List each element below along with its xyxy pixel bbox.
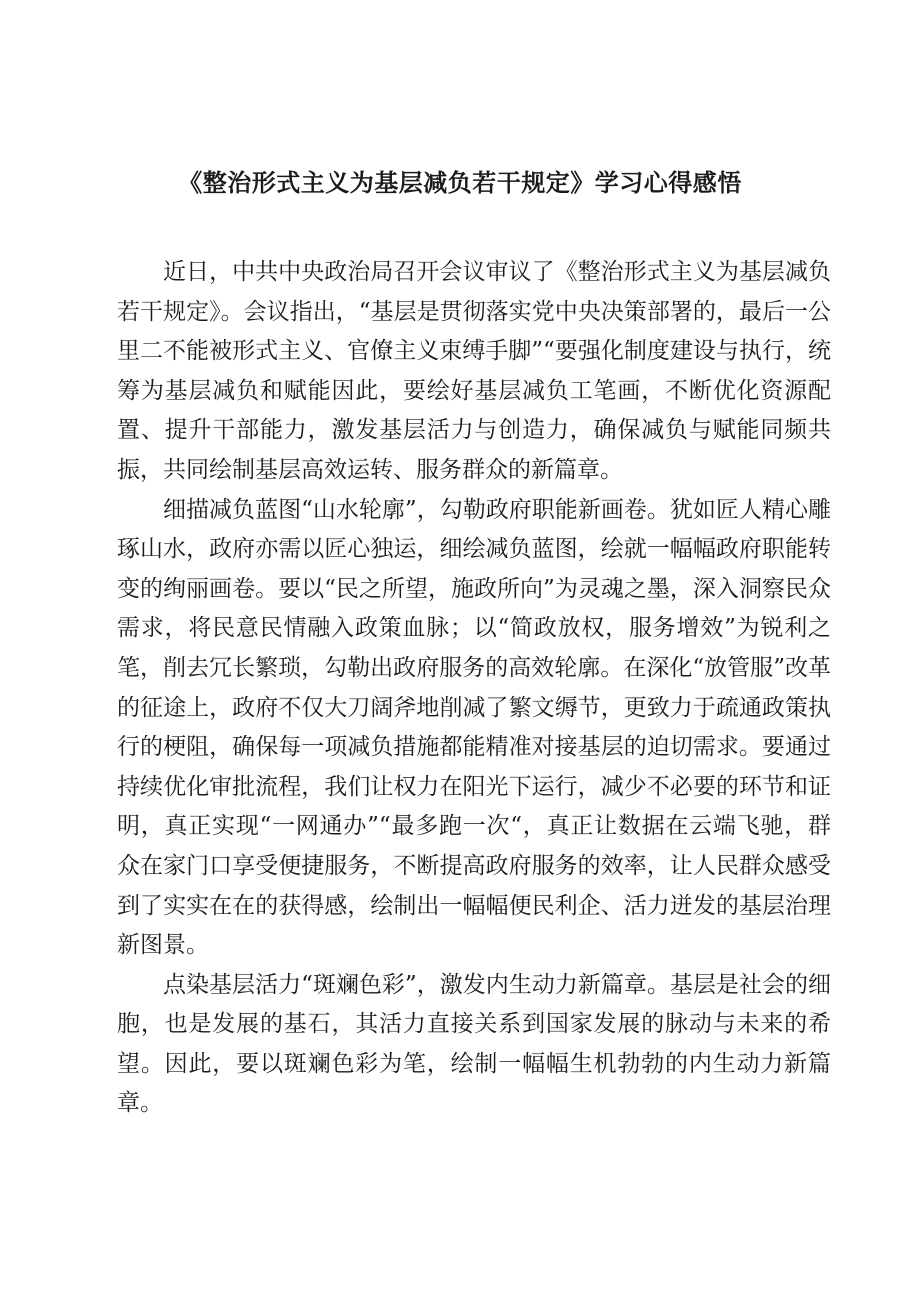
document-title: 《整治形式主义为基层减负若干规定》学习心得感悟 [178,169,742,197]
paragraph: 细描减负蓝图“山水轮廓”，勾勒政府职能新画卷。犹如匠人精心雕琢山水，政府亦需以匠心独运，细绘减负蓝图，绘就一幅幅政府职能转变的绚丽画卷。要以“民之所望，施政所向”为灵魂之墨，深入洞察民众需求，将民意民情融入政策血脉；以“简政放权，服务增效”为锐利之笔，削去冗长繁琐，勾勒出政府服务的高效轮廓。在深化“放管服”改革的征途上，政府不仅大刀阔斧地削减了繁文缛节，更致力于疏通政策执行的梗阻，确保每一项减负措施都能精准对接基层的迫切需求。要通过持续优化审批流程，我们让权力在阳光下运行，减少不必要的环节和证明，真正实现“一网通办”“最多跑一次“，真正让数据在云端飞驰，群众在家门口享受便捷服务，不断提高政府服务的效率，让人民群众感受到了实实在在的获得感，绘制出一幅幅便民利企、活力迸发的基层治理新图景。 [117,496,831,959]
document-body [117,253,831,1124]
paragraph: 近日，中共中央政治局召开会议审议了《整治形式主义为基层减负若干规定》。会议指出，“基层是贯彻落实党中央决策部署的，最后一公里二不能被形式主义、官僚主义束缚手脚”“要强化制度建设与执行，统筹为基层减负和赋能因此，要绘好基层减负工笔画，不断优化资源配置、提升干部能力，激发基层活力与创造力，确保减负与赋能同频共振，共同绘制基层高效运转、服务群众的新篇章。 [117,259,831,483]
paragraph: 点染基层活力“斑斓色彩”，激发内生动力新篇章。基层是社会的细胞，也是发展的基石，其活力直接关系到国家发展的脉动与未来的希望。因此，要以斑斓色彩为笔，绘制一幅幅生机勃勃的内生动力新篇章。 [117,971,831,1117]
